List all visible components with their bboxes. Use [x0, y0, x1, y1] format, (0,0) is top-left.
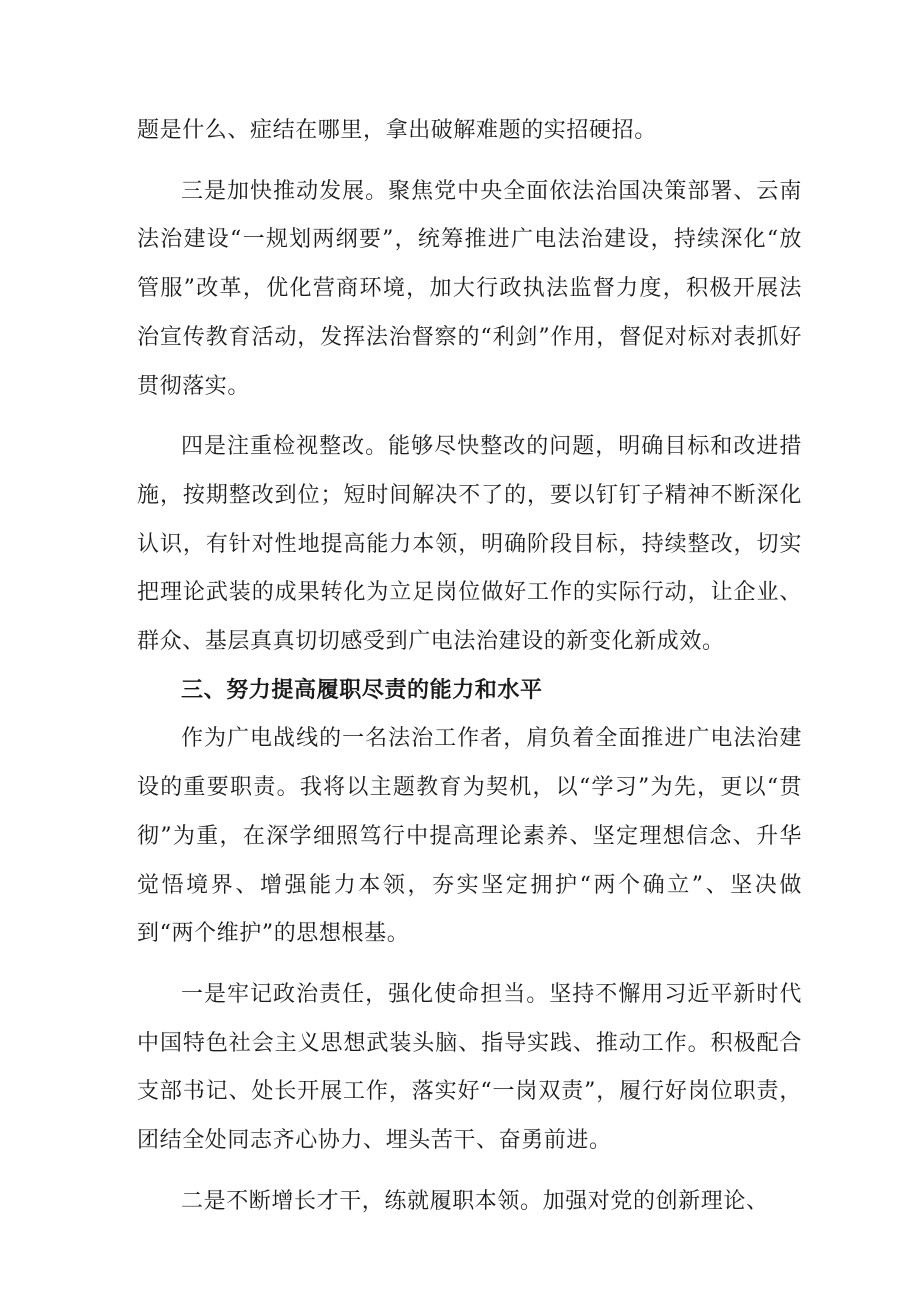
paragraph-gap: [137, 156, 802, 168]
paragraph-grow-talent: 二是不断增长才干，练就履职本领。加强对党的创新理论、: [181, 1188, 769, 1214]
paragraph-accelerate-development: 三是加快推动发展。聚焦党中央全面依法治国决策部署、云南法治建设“一规划两纲要”，统筹推进广电法治建设，持续深化“放管服”改革，优化营商环境，加大行政执法监督力度，积极开展法治宣传教育活动，发挥法治督察的“利剑”作用，督促对标对表抓好贯彻落实。: [137, 178, 802, 399]
paragraph-duty-intro: 作为广电战线的一名法治工作者，肩负着全面推进广电法治建设的重要职责。我将以主题教育为契机，以“学习”为先，更以“贯彻”为重，在深学细照笃行中提高理论素养、坚定理想信念、升华觉悟境界、增强能力本领，夯实坚定拥护“两个确立”、坚决做到“两个维护”的思想根基。: [137, 726, 802, 947]
paragraph-gap: [137, 411, 802, 423]
paragraph-rectification: 四是注重检视整改。能够尽快整改的问题，明确目标和改进措施，按期整改到位；短时间解决不了的，要以钉钉子精神不断深化认识，有针对性地提高能力本领，明确阶段目标，持续整改，切实把理论武装的成果转化为立足岗位做好工作的实际行动，让企业、群众、基层真真切切感受到广电法治建设的新变化新成效。: [137, 434, 802, 655]
section-heading-3: 三、努力提高履职尽责的能力和水平: [181, 677, 543, 703]
paragraph-continuation: 题是什么、症结在哪里，拿出破解难题的实招硬招。: [137, 118, 657, 143]
document-body: [137, 107, 802, 1226]
paragraph-gap: [137, 959, 802, 971]
paragraph-political-responsibility: 一是牢记政治责任，强化使命担当。坚持不懈用习近平新时代中国特色社会主义思想武装头脑、指导实践、推动工作。积极配合支部书记、处长开展工作，落实好“一岗双责”，履行好岗位职责，团结全处同志齐心协力、埋头苦干、奋勇前进。: [137, 981, 802, 1154]
paragraph-gap: [137, 1166, 802, 1178]
